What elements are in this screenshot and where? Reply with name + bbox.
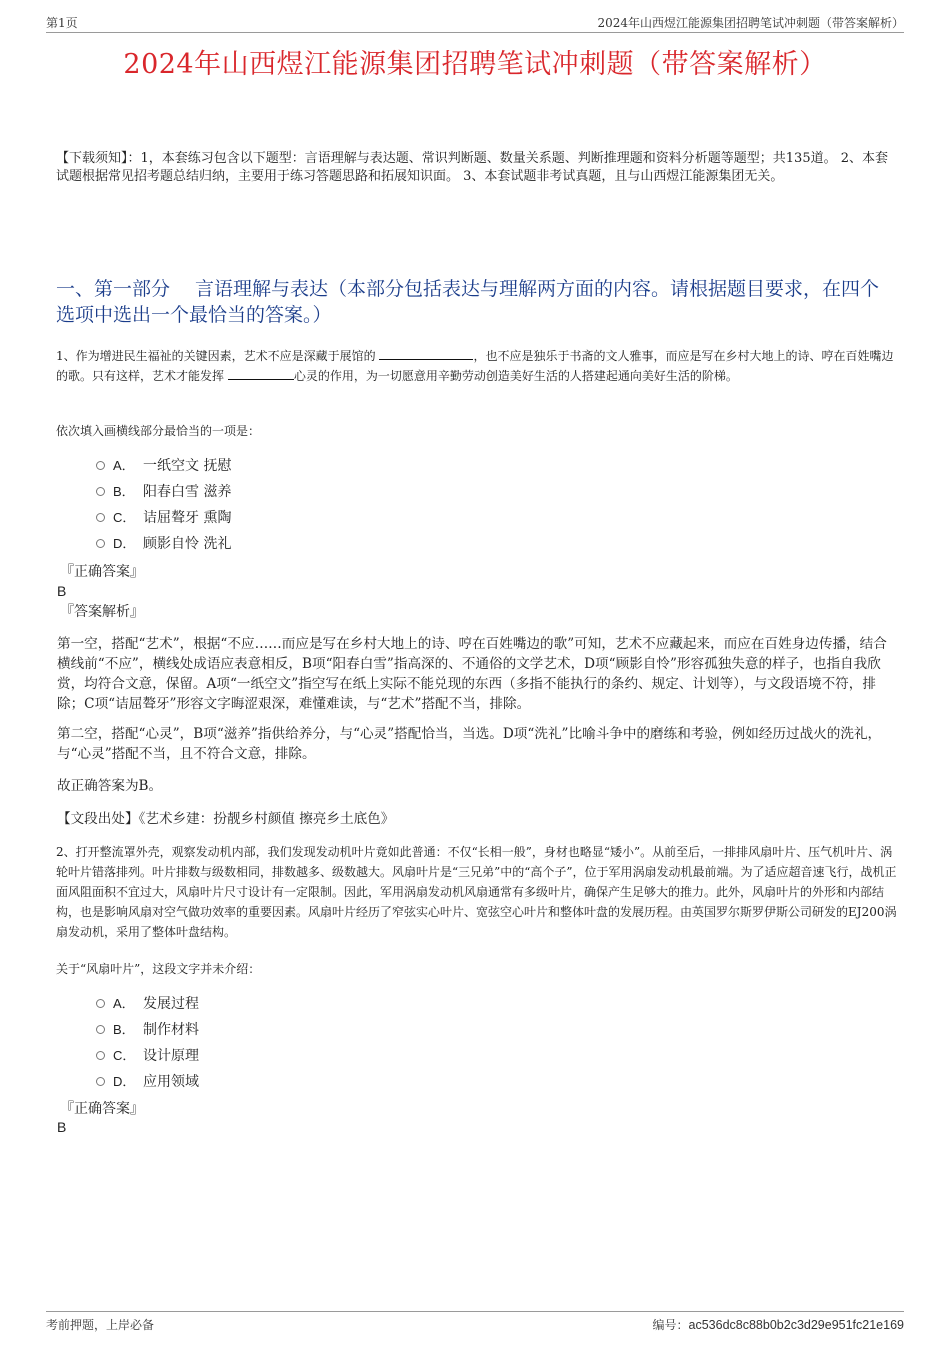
radio-icon[interactable] [96,999,105,1008]
section-heading: 一、第一部分 言语理解与表达（本部分包括表达与理解两方面的内容。请根据题目要求，在四个选项中选出一个最恰当的答案。） [56,278,880,326]
option-letter: C． [113,1048,136,1063]
option-letter: C． [113,510,136,525]
correct-answer-label: 『正确答案』 [60,1101,144,1117]
option-b[interactable] [96,479,231,505]
passage-source: 【文段出处】《艺术乡建：扮靓乡村颜值 擦亮乡土底色》 [57,811,395,827]
question-1-text-part1: 1、作为增进民生福祉的关键因素，艺术不应是深藏于展馆的 [56,349,380,363]
question-2-instruction: 关于“风扇叶片”，这段文字并未介绍： [56,962,261,976]
footer-code [653,1316,905,1333]
option-text: 设计原理 [143,1048,199,1064]
option-text: 发展过程 [143,996,199,1012]
question-1-text-part3: 心灵的作用，为一切愿意用辛勤劳动创造美好生活的人搭建起通向美好生活的阶梯。 [293,369,738,383]
option-letter: B． [113,1022,135,1037]
option-c[interactable] [96,505,231,531]
page-header [46,12,904,33]
download-notice: 【下载须知】：1，本套练习包含以下题型：言语理解与表达题、常识判断题、数量关系题、判断推理题和资料分析题等题型；共135道。 2、本套试题根据常见招考题总结归纳，主要用于练习答题思路和拓展知识面。 3、本套试题非考试真题，且与山西煜江能源集团无关。 [56,151,888,184]
option-a[interactable] [96,453,231,479]
option-text: 应用领域 [143,1074,199,1090]
page-number: 第1页 [46,16,78,30]
option-text: 制作材料 [143,1022,199,1038]
radio-icon[interactable] [96,487,105,496]
option-letter: A． [113,996,135,1011]
radio-icon[interactable] [96,1077,105,1086]
footer-slogan: 考前押题，上岸必备 [46,1318,155,1332]
option-d[interactable] [96,531,231,557]
option-text: 诘屈聱牙 熏陶 [143,510,232,526]
radio-icon[interactable] [96,539,105,548]
question-1-text [56,346,898,386]
radio-icon[interactable] [96,1025,105,1034]
analysis-conclusion: 故正确答案为B。 [57,778,163,794]
option-letter: B． [113,484,135,499]
option-letter: D． [113,536,136,551]
option-d[interactable] [96,1069,199,1095]
question-2-options [96,991,199,1095]
blank-2 [228,366,294,380]
option-text: 一纸空文 抚慰 [143,458,232,474]
footer-code-label: 编号： [652,1318,689,1332]
question-1-options [96,453,231,557]
page-footer [46,1311,904,1336]
option-b[interactable] [96,1017,199,1043]
header-doc-title: 2024年山西煜江能源集团招聘笔试冲刺题（带答案解析） [597,16,904,30]
analysis-paragraph-2: 第二空，搭配“心灵”，B项“滋养”指供给养分，与“心灵”搭配恰当，当选。D项“洗礼”比喻斗争中的磨练和考验，例如经历过战火的洗礼，与“心灵”搭配不当，且不符合文意，排除。 [57,726,882,762]
correct-answer: B [57,583,67,599]
footer-code-value: ac536dc8c88b0b2c3d29e951fc21e169 [688,1318,904,1332]
radio-icon[interactable] [96,461,105,470]
question-2-text: 2、打开整流罩外壳，观察发动机内部，我们发现发动机叶片竟如此普通：不仅“长相一般”，身材也略显“矮小”。从前至后，一排排风扇叶片、压气机叶片、涡轮叶片错落排列。叶片排数与级数相同，排数越多、级数越大。风扇叶片是“三兄弟”中的“高个子”，位于军用涡扇发动机最前端。为了适应超音速飞行，战机正面风阻面积不宜过大，风扇叶片尺寸设计有一定限制。因此，军用涡扇发动机风扇通常有多级叶片，确保产生足够大的推力。此外，风扇叶片的外形和内部结构，也是影响风扇对空气做功效率的重要因素。风扇叶片经历了窄弦实心叶片、宽弦空心叶片和整体叶盘的发展历程。由英国罗尔斯罗伊斯公司研发的EJ200涡扇发动机，采用了整体叶盘结构。 [56,845,897,939]
analysis-paragraph-1: 第一空，搭配“艺术”，根据“不应……而应是写在乡村大地上的诗、哼在百姓嘴边的歌”可知，艺术不应藏起来，而应在百姓身边传播，结合横线前“不应”，横线处成语应表意相反，B项“阳春白雪”指高深的、不通俗的文学艺术，D项“顾影自怜”形容孤独失意的样子，也指自我欣赏，均符合文意，保留。A项“一纸空文”指空写在纸上实际不能兑现的东西（多指不能执行的条约、规定、计划等），与文段语境不符，排除；C项“诘屈聱牙”形容文字晦涩艰深，难懂难读，与“艺术”搭配不当，排除。 [57,636,887,712]
option-letter: D． [113,1074,136,1089]
option-letter: A． [113,458,135,473]
question-1-instruction: 依次填入画横线部分最恰当的一项是： [56,424,261,438]
option-text: 顾影自怜 洗礼 [143,536,232,552]
document-title: 2024年山西煜江能源集团招聘笔试冲刺题（带答案解析） [123,49,827,80]
radio-icon[interactable] [96,1051,105,1060]
analysis-label: 『答案解析』 [60,604,144,620]
blank-1 [379,346,473,360]
correct-answer: B [57,1119,67,1135]
question-1-text-part2: ，也不应是独乐于书斋的文人雅事，而应是写在乡村大地上的诗、哼在百姓嘴边的歌。只有这样，艺术才能发挥 [56,349,894,383]
radio-icon[interactable] [96,513,105,522]
option-a[interactable] [96,991,199,1017]
option-c[interactable] [96,1043,199,1069]
option-text: 阳春白雪 滋养 [143,484,232,500]
correct-answer-label: 『正确答案』 [60,564,144,580]
